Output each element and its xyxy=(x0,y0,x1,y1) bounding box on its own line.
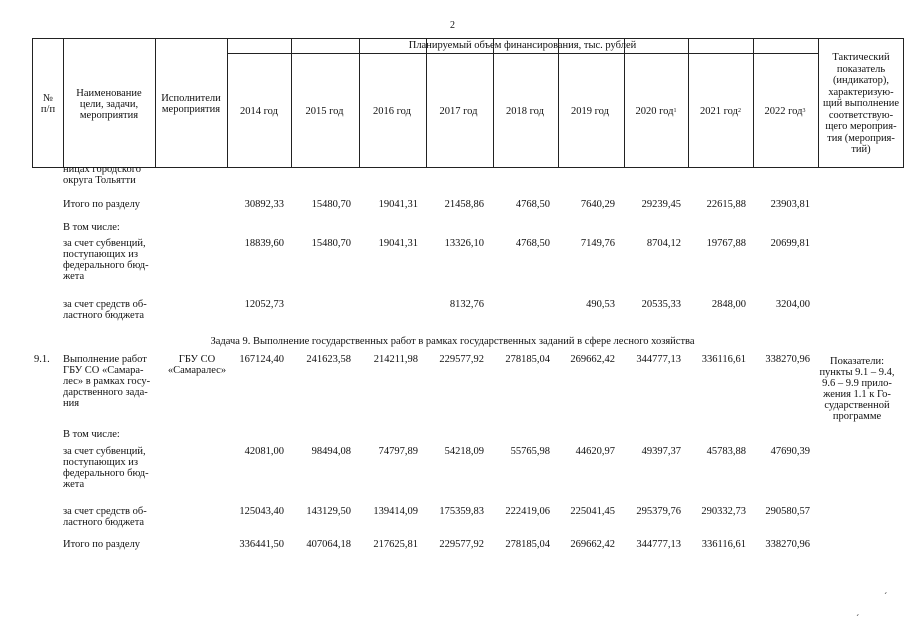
table-cell: 167124,40 xyxy=(239,354,284,365)
table-cell: 74797,89 xyxy=(378,446,418,457)
table-cell: 278185,04 xyxy=(505,539,550,550)
table-cell: 19041,31 xyxy=(378,199,418,210)
table-cell: 338270,96 xyxy=(765,354,810,365)
table-cell: 20699,81 xyxy=(770,238,810,249)
header-year: 2020 год 1 xyxy=(635,105,677,117)
table-cell: 22615,88 xyxy=(706,199,746,210)
table-cell: 229577,92 xyxy=(439,539,484,550)
table-cell: 338270,96 xyxy=(765,539,810,550)
header-year: 2018 год xyxy=(506,105,544,117)
item91-label: Выполнение работ ГБУ СО «Самара- лес» в рамках госу- дарственного зада- ния xyxy=(63,354,151,409)
table-cell: 4768,50 xyxy=(515,199,550,210)
table-cell: 8704,12 xyxy=(646,238,681,249)
header-executor: Исполнители мероприятия xyxy=(161,93,221,115)
item91-number: 9.1. xyxy=(34,354,50,365)
header-year: 2021 год 2 xyxy=(700,105,741,117)
table-cell: 269662,42 xyxy=(570,354,615,365)
header-year: 2014 год xyxy=(240,105,278,117)
table-cell: 295379,76 xyxy=(636,506,681,517)
table-cell: 7149,76 xyxy=(580,238,615,249)
task9-heading: Задача 9. Выполнение государственных работ в рамках государственных заданий в сфере лесного хозяйства xyxy=(210,336,695,347)
header-year: 2016 год xyxy=(373,105,411,117)
section1-regional-label: за счет средств об- ластного бюджета xyxy=(63,299,147,321)
scan-mark: ´ xyxy=(884,592,888,603)
table-cell: 241623,58 xyxy=(306,354,351,365)
table-cell: 225041,45 xyxy=(570,506,615,517)
table-cell: 8132,76 xyxy=(449,299,484,310)
table-cell: 19767,88 xyxy=(706,238,746,249)
table-cell: 49397,37 xyxy=(641,446,681,457)
section2-incl-label: В том числе: xyxy=(63,429,120,440)
table-cell: 30892,33 xyxy=(244,199,284,210)
table-cell: 490,53 xyxy=(586,299,615,310)
table-cell: 47690,39 xyxy=(770,446,810,457)
header-indicator: Тактический показатель (индикатор), характеризую- щий выполнение соответствую- щего мероприя- тия (мероприя- тий) xyxy=(822,52,900,156)
table-cell: 143129,50 xyxy=(306,506,351,517)
table-cell: 344777,13 xyxy=(636,354,681,365)
table-cell: 21458,86 xyxy=(444,199,484,210)
table-cell: 42081,00 xyxy=(244,446,284,457)
header-year: 2015 год xyxy=(305,105,344,117)
table-cell: 15480,70 xyxy=(311,199,351,210)
table-cell: 278185,04 xyxy=(505,354,550,365)
table-cell: 98494,08 xyxy=(311,446,351,457)
scan-mark: ˊ xyxy=(856,614,860,625)
table-cell: 290580,57 xyxy=(765,506,810,517)
header-year: 2019 год xyxy=(571,105,609,117)
table-cell: 344777,13 xyxy=(636,539,681,550)
table-cell: 15480,70 xyxy=(311,238,351,249)
table-cell: 18839,60 xyxy=(244,238,284,249)
table-cell: 139414,09 xyxy=(373,506,418,517)
section1-total-label: Итого по разделу xyxy=(63,199,141,210)
table-cell: 336441,50 xyxy=(239,539,284,550)
header-year: 2017 год xyxy=(439,105,478,117)
table-cell: 19041,31 xyxy=(378,238,418,249)
section2-regional-label: за счет средств об- ластного бюджета xyxy=(63,506,147,528)
table-cell: 54218,09 xyxy=(444,446,484,457)
table-cell: 175359,83 xyxy=(439,506,484,517)
table-cell: 29239,45 xyxy=(641,199,681,210)
header-no: № п/п xyxy=(40,93,56,115)
header-year: 2022 год 3 xyxy=(764,105,806,117)
table-cell: 2848,00 xyxy=(711,299,746,310)
table-cell: 407064,18 xyxy=(306,539,351,550)
table-cell: 23903,81 xyxy=(770,199,810,210)
continuation-text: ницах городского округа Тольятти xyxy=(63,164,142,186)
table-cell: 217625,81 xyxy=(373,539,418,550)
header-name: Наименование цели, задачи, мероприятия xyxy=(76,87,142,121)
table-cell: 290332,73 xyxy=(701,506,746,517)
table-cell: 7640,29 xyxy=(580,199,615,210)
header-financing-title: Планируемый объем финансирования, тыс. рублей xyxy=(408,40,637,51)
table-cell: 3204,00 xyxy=(775,299,810,310)
table-cell: 125043,40 xyxy=(239,506,284,517)
table-cell: 44620,97 xyxy=(575,446,615,457)
table-cell: 4768,50 xyxy=(515,238,550,249)
table-cell: 45783,88 xyxy=(706,446,746,457)
item91-executor: ГБУ СО «Самаралес» xyxy=(167,354,227,376)
table-cell: 55765,98 xyxy=(510,446,550,457)
table-cell: 12052,73 xyxy=(244,299,284,310)
page-number: 2 xyxy=(450,20,455,31)
item91-indicator: Показатели: пункты 9.1 – 9.4, 9.6 – 9.9 прило- жения 1.1 к Го- сударственной программе xyxy=(819,356,895,422)
table-cell: 20535,33 xyxy=(641,299,681,310)
section2-subsidies-label: за счет субвенций, поступающих из федерального бюд- жета xyxy=(63,446,149,490)
table-cell: 214211,98 xyxy=(373,354,418,365)
table-cell: 222419,06 xyxy=(505,506,550,517)
table-cell: 13326,10 xyxy=(444,238,484,249)
section1-subsidies-label: за счет субвенций, поступающих из федерального бюд- жета xyxy=(63,238,149,282)
section1-incl-label: В том числе: xyxy=(63,222,120,233)
table-cell: 269662,42 xyxy=(570,539,615,550)
table-cell: 336116,61 xyxy=(701,539,746,550)
table-cell: 336116,61 xyxy=(701,354,746,365)
table-cell: 229577,92 xyxy=(439,354,484,365)
table-header xyxy=(32,38,904,168)
section2-total-label: Итого по разделу xyxy=(63,539,141,550)
